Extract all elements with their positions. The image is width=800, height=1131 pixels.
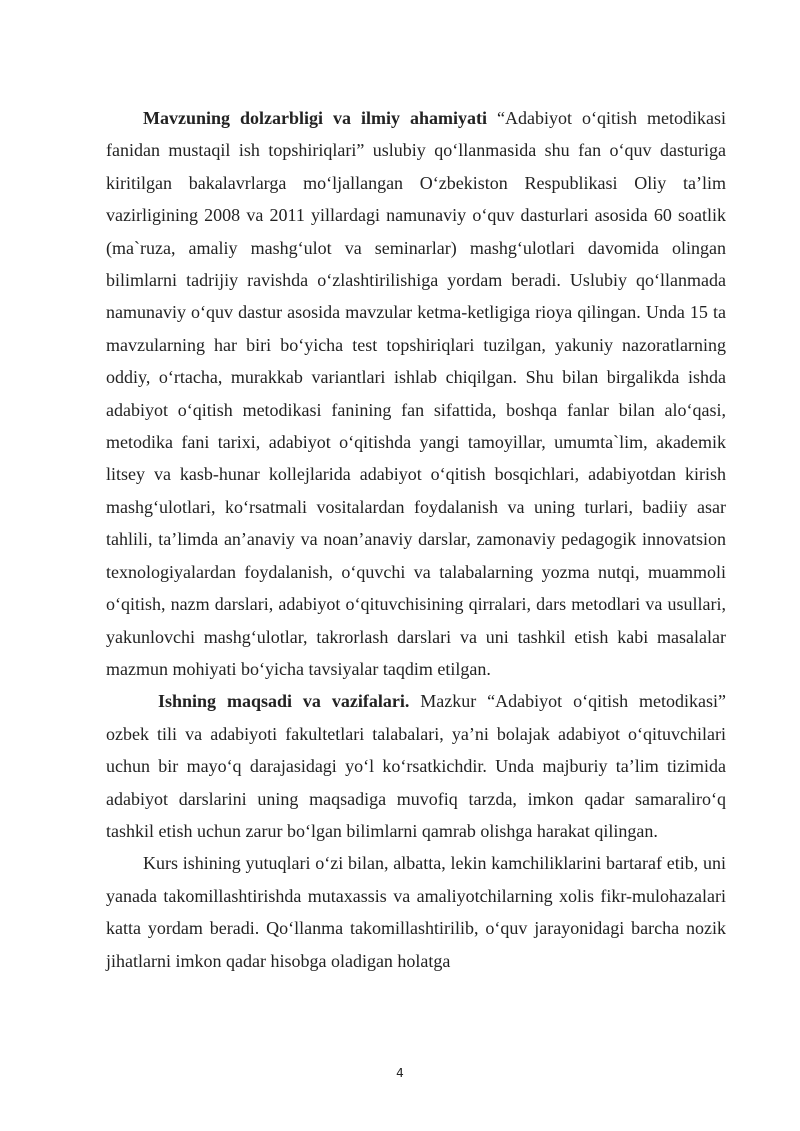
paragraph-text-goals: Mazkur “Adabiyot o‘qitish metodikasi” ozbek tili va adabiyoti fakultetlari talabalari, ya’ni bolajak adabiyot o‘qituvchilari uchun bir mayo‘q darajasidagi yo‘l ko‘rsatkichdir. Unda majburiy ta’lim tizimida adabiyot darslarini uning maqsadiga muvofiq tarzda, imkon qadar samaraliro‘q tashkil etish uchun zarur bo‘lgan bilimlarni qamrab olishga harakat qilingan. <box>106 691 727 841</box>
paragraph-goals <box>106 685 726 847</box>
paragraph-lead-relevance: Mavzuning dolzarbligi va ilmiy ahamiyati <box>143 108 488 128</box>
document-page <box>106 102 726 977</box>
paragraph-lead-goals: Ishning maqsadi va vazifalari. <box>158 691 410 712</box>
paragraph-text-relevance: “Adabiyot o‘qitish metodikasi fanidan mustaqil ish topshiriqlari” uslubiy qo‘llanmasida shu fan o‘quv dasturiga kiritilgan bakalavrlarga mo‘ljallangan O‘zbekiston Respublikasi Oliy ta’lim vazirligining 2008 va 2011 yillardagi namunaviy o‘quv dasturlari asosida 60 soatlik (ma`ruza, amaliy mashg‘ulot va seminarlar) mashg‘ulotlari davomida olingan bilimlarni tadrijiy ravishda o‘zlashtirilishiga yordam beradi. Uslubiy qo‘llanmada namunaviy o‘quv dastur asosida mavzular ketma-ketligiga rioya qilingan. Unda 15 ta mavzularning har biri bo‘yicha test topshiriqlari tuzilgan, yakuniy nazoratlarning oddiy, o‘rtacha, murakkab variantlari ishlab chiqilgan. Shu bilan birgalikda ishda adabiyot o‘qitish metodikasi fanining fan sifattida, boshqa fanlar bilan alo‘qasi, metodika fani tarixi, adabiyot o‘qitishda yangi tamoyillar, umumta`lim, akademik litsey va kasb-hunar kollejlarida adabiyot o‘qitish bosqichlari, adabiyotdan kirish mashg‘ulotlari, ko‘rsatmali vositalardan foydalanish va uning turlari, badiiy asar tahlili, ta’limda an’anaviy va noan’anaviy darslar, zamonaviy pedagogik innovatsion texnologiyalardan foydalanish, o‘quvchi va talabalarning yozma nutqi, muammoli o‘qitish, nazm darslari, adabiyot o‘qituvchisining qirralari, dars metodlari va usullari, yakunlovchi mashg‘ulotlar, takrorlash darslari va uni tashkil etish kabi masalalar mazmun mohiyati bo‘yicha tavsiyalar taqdim etilgan. <box>106 108 727 679</box>
paragraph-achievements <box>106 847 726 977</box>
page-number: 4 <box>396 1066 404 1080</box>
paragraph-text-achievements: Kurs ishining yutuqlari o‘zi bilan, albatta, lekin kamchiliklarini bartaraf etib, uni yanada takomillashtirishda mutaxassis va amaliyotchilarning xolis fikr-mulohazalari katta yordam beradi. Qo‘llanma takomillashtirilib, o‘quv jarayonidagi barcha nozik jihatlarni imkon qadar hisobga oladigan holatga <box>106 853 726 971</box>
paragraph-relevance <box>106 102 726 685</box>
